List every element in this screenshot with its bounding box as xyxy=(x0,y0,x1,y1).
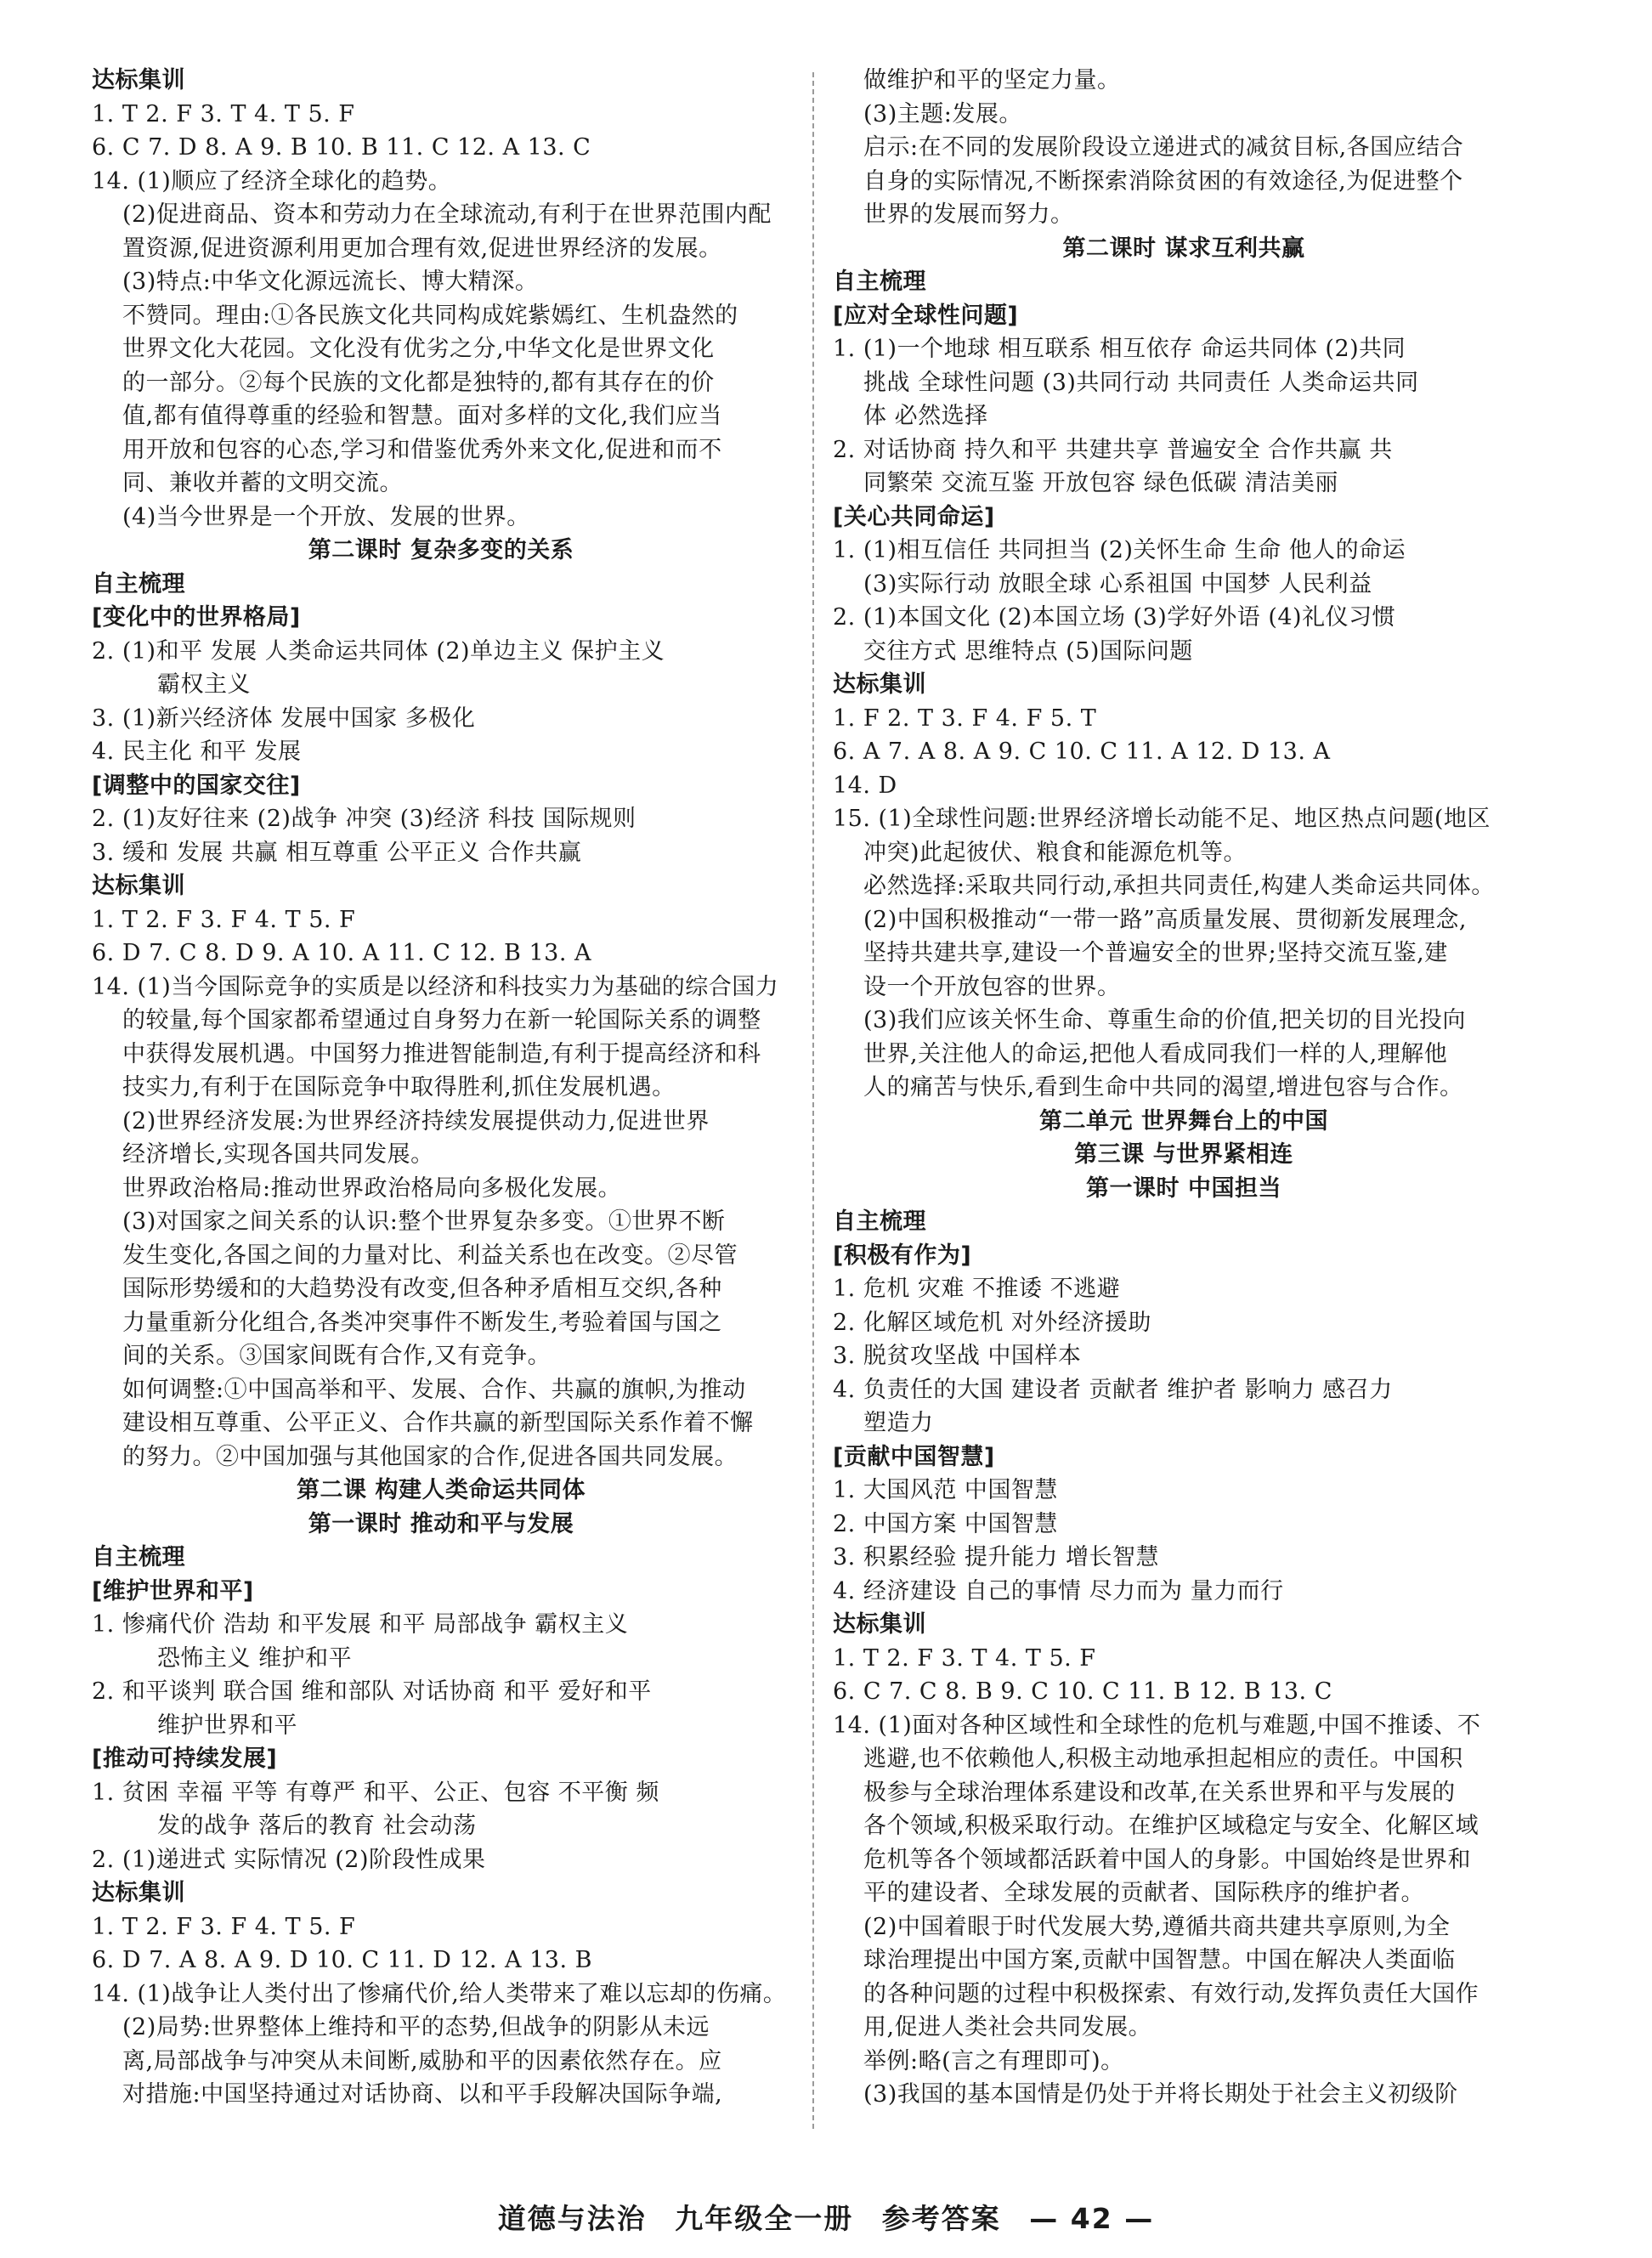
answer-line: 4. 经济建设 自己的事情 尽力而为 量力而行 xyxy=(833,1577,1284,1604)
answer-line: 建设相互尊重、公平正义、合作共赢的新型国际关系作着不懈 xyxy=(122,1410,754,1436)
subsection-heading: [调整中的国家交往] xyxy=(92,772,301,799)
section-heading: 达标集训 xyxy=(92,873,185,899)
answer-line: 1. (1)一个地球 相互联系 相互依存 命运共同体 (2)共同 xyxy=(833,336,1406,362)
answer-line: 交往方式 思维特点 (5)国际问题 xyxy=(863,637,1193,665)
lesson-title: 第二课时 谋求互利共赢 xyxy=(1062,235,1305,262)
lesson-title: 第二课时 复杂多变的关系 xyxy=(308,537,574,563)
lesson-title: 第二课 构建人类命运共同体 xyxy=(297,1477,586,1503)
answer-line: (3)我们应该关怀生命、尊重生命的价值,把关切的目光投向 xyxy=(863,1007,1466,1033)
answer-line: 1. 大国风范 中国智慧 xyxy=(833,1477,1058,1503)
footer-subject: 道德与法治 xyxy=(497,2202,647,2235)
answer-line: (2)中国积极推动“一带一路”高质量发展、贯彻新发展理念, xyxy=(863,906,1467,933)
answer-line: 1. T 2. F 3. T 4. T 5. F xyxy=(92,100,355,127)
answer-line: 置资源,促进资源利用更加合理有效,促进世界经济的发展。 xyxy=(122,235,722,262)
answer-line: 各个领域,积极采取行动。在维护区域稳定与安全、化解区域 xyxy=(863,1813,1479,1839)
subsection-heading: [贡献中国智慧] xyxy=(833,1443,995,1470)
answer-line: 1. 贫困 幸福 平等 有尊严 和平、公正、包容 不平衡 频 xyxy=(92,1779,659,1806)
answer-line: 球治理提出中国方案,贡献中国智慧。中国在解决人类面临 xyxy=(863,1947,1456,1973)
subsection-heading: [维护世界和平] xyxy=(92,1577,254,1604)
subsection-heading: [应对全球性问题] xyxy=(833,302,1019,329)
answer-line: 同、兼收并蓄的文明交流。 xyxy=(122,470,403,496)
answer-line: 1. 惨痛代价 浩劫 和平发展 和平 局部战争 霸权主义 xyxy=(92,1611,629,1638)
subsection-heading: [变化中的世界格局] xyxy=(92,604,301,631)
answer-line: 2. (1)递进式 实际情况 (2)阶段性成果 xyxy=(92,1846,486,1873)
answer-line: 技实力,有利于在国际竞争中取得胜利,抓住发展机遇。 xyxy=(122,1074,676,1101)
answer-line: 2. 和平谈判 联合国 维和部队 对话协商 和平 爱好和平 xyxy=(92,1678,652,1705)
lesson-title: 第三课 与世界紧相连 xyxy=(1074,1141,1293,1168)
answer-line: 3. (1)新兴经济体 发展中国家 多极化 xyxy=(92,705,476,732)
answer-line: 2. 化解区域危机 对外经济援助 xyxy=(833,1309,1151,1336)
left-answer-column xyxy=(92,64,790,2112)
section-heading: 自主梳理 xyxy=(92,570,185,597)
answer-line: (3)特点:中华文化源远流长、博大精深。 xyxy=(122,269,539,295)
answer-line: 6. C 7. D 8. A 9. B 10. B 11. C 12. A 13. C xyxy=(92,134,591,161)
answer-line: 自身的实际情况,不断探索消除贫困的有效途径,为促进整个 xyxy=(863,167,1463,195)
answer-line: 不赞同。理由:①各民族文化共同构成姹紫嫣红、生机盎然的 xyxy=(122,302,738,329)
answer-line: 2. (1)和平 发展 人类命运共同体 (2)单边主义 保护主义 xyxy=(92,637,665,665)
answer-line: 间的关系。③国家间既有合作,又有竞争。 xyxy=(122,1343,552,1369)
answer-line: 的努力。②中国加强与其他国家的合作,促进各国共同发展。 xyxy=(122,1443,738,1470)
section-heading: 自主梳理 xyxy=(92,1544,185,1570)
answer-line: 发生变化,各国之间的力量对比、利益关系也在改变。②尽管 xyxy=(122,1242,738,1269)
answer-line: (2)局势:世界整体上维持和平的态势,但战争的阴影从未远 xyxy=(122,2014,710,2040)
answer-line: 2. 中国方案 中国智慧 xyxy=(833,1510,1058,1537)
answer-line: 1. 危机 灾难 不推诿 不逃避 xyxy=(833,1276,1121,1302)
answer-line: 2. 对话协商 持久和平 共建共享 普遍安全 合作共赢 共 xyxy=(833,436,1393,463)
answer-line: 必然选择:采取共同行动,承担共同责任,构建人类命运共同体。 xyxy=(863,873,1495,899)
section-heading: 达标集训 xyxy=(92,67,185,93)
answer-line: 设一个开放包容的世界。 xyxy=(863,973,1121,1000)
answer-line: 对措施:中国坚持通过对话协商、以和平手段解决国际争端, xyxy=(122,2081,723,2108)
answer-line: 6. A 7. A 8. A 9. C 10. C 11. A 12. D 13. A xyxy=(833,739,1331,765)
answer-line: 做维护和平的坚定力量。 xyxy=(863,67,1121,93)
subsection-heading: [推动可持续发展] xyxy=(92,1746,278,1772)
section-heading: 达标集训 xyxy=(833,671,926,698)
answer-line: 人的痛苦与快乐,看到生命中共同的渴望,增进包容与合作。 xyxy=(863,1074,1463,1101)
answer-line: 4. 民主化 和平 发展 xyxy=(92,739,302,765)
answer-line: 14. (1)战争让人类付出了惨痛代价,给人类带来了难以忘却的伤痛。 xyxy=(92,1980,787,2007)
answer-line: 中获得发展机遇。中国努力推进智能制造,有利于提高经济和科 xyxy=(122,1040,761,1067)
answer-line: 14. (1)面对各种区域性和全球性的危机与难题,中国不推诿、不 xyxy=(833,1712,1481,1739)
answer-line: 用,促进人类社会共同发展。 xyxy=(863,2014,1152,2040)
answer-line: 1. (1)相互信任 共同担当 (2)关怀生命 生命 他人的命运 xyxy=(833,537,1406,563)
answer-line: 6. C 7. C 8. B 9. C 10. C 11. B 12. B 13. C xyxy=(833,1678,1332,1705)
answer-line: (2)世界经济发展:为世界经济持续发展提供动力,促进世界 xyxy=(122,1107,710,1135)
answer-line: 14. (1)当今国际竞争的实质是以经济和科技实力为基础的综合国力 xyxy=(92,973,779,1000)
answer-line: (3)我国的基本国情是仍处于并将长期处于社会主义初级阶 xyxy=(863,2081,1458,2108)
answer-line: 体 必然选择 xyxy=(863,403,988,429)
footer-label: 参考答案 xyxy=(881,2202,1001,2235)
lesson-title: 第一课时 推动和平与发展 xyxy=(308,1510,574,1537)
answer-line: 14. (1)顺应了经济全球化的趋势。 xyxy=(92,167,452,195)
answer-line: 的较量,每个国家都希望通过自身努力在新一轮国际关系的调整 xyxy=(122,1007,761,1033)
answer-line: 维护世界和平 xyxy=(157,1712,297,1739)
column-divider xyxy=(812,72,814,2129)
answer-line: 用开放和包容的心态,学习和借鉴优秀外来文化,促进和而不 xyxy=(122,436,722,463)
answer-line: 国际形势缓和的大趋势没有改变,但各种矛盾相互交织,各种 xyxy=(122,1276,722,1302)
answer-line: 3. 脱贫攻坚战 中国样本 xyxy=(833,1343,1082,1369)
answer-line: 4. 负责任的大国 建设者 贡献者 维护者 影响力 感召力 xyxy=(833,1376,1393,1403)
subsection-heading: [积极有作为] xyxy=(833,1242,972,1269)
answer-line: 世界的发展而努力。 xyxy=(863,201,1074,228)
lesson-title: 第二单元 世界舞台上的中国 xyxy=(1039,1107,1328,1135)
section-heading: 达标集训 xyxy=(92,1880,185,1906)
answer-line: 经济增长,实现各国共同发展。 xyxy=(122,1141,434,1168)
answer-line: 3. 积累经验 提升能力 增长智慧 xyxy=(833,1544,1160,1570)
answer-line: 极参与全球治理体系建设和改革,在关系世界和平与发展的 xyxy=(863,1779,1456,1806)
answer-line: 如何调整:①中国高举和平、发展、合作、共赢的旗帜,为推动 xyxy=(122,1376,746,1403)
answer-line: 恐怖主义 维护和平 xyxy=(157,1644,353,1672)
section-heading: 自主梳理 xyxy=(833,1208,926,1235)
answer-line: 2. (1)本国文化 (2)本国立场 (3)学好外语 (4)礼仪习惯 xyxy=(833,604,1396,631)
lesson-title: 第一课时 中国担当 xyxy=(1086,1174,1281,1202)
answer-line: 1. T 2. F 3. T 4. T 5. F xyxy=(833,1644,1096,1672)
answer-line: (3)主题:发展。 xyxy=(863,100,1022,127)
subsection-heading: [关心共同命运] xyxy=(833,503,995,530)
answer-line: 冲突)此起彼伏、粮食和能源危机等。 xyxy=(863,839,1247,866)
answer-line: 平的建设者、全球发展的贡献者、国际秩序的维护者。 xyxy=(863,1880,1424,1906)
section-heading: 达标集训 xyxy=(833,1611,926,1638)
answer-line: 危机等各个领域都活跃着中国人的身影。中国始终是世界和 xyxy=(863,1846,1471,1873)
answer-line: 6. D 7. A 8. A 9. D 10. C 11. D 12. A 13. B xyxy=(92,1947,592,1973)
answer-line: 举例:略(言之有理即可)。 xyxy=(863,2047,1124,2074)
answer-line: 世界文化大花园。文化没有优劣之分,中华文化是世界文化 xyxy=(122,336,715,362)
section-heading: 自主梳理 xyxy=(833,269,926,295)
answer-line: 同繁荣 交流互鉴 开放包容 绿色低碳 清洁美丽 xyxy=(863,470,1338,496)
answer-line: 1. F 2. T 3. F 4. F 5. T xyxy=(833,705,1097,732)
answer-line: 世界,关注他人的命运,把他人看成同我们一样的人,理解他 xyxy=(863,1040,1448,1067)
answer-line: 6. D 7. C 8. D 9. A 10. A 11. C 12. B 13. A xyxy=(92,940,591,966)
answer-line: (3)实际行动 放眼全球 心系祖国 中国梦 人民利益 xyxy=(863,570,1372,597)
footer-page-number: — 42 — xyxy=(1029,2202,1155,2235)
answer-line: 塑造力 xyxy=(863,1410,934,1436)
footer-grade: 九年级全一册 xyxy=(675,2202,854,2235)
answer-line: 世界政治格局:推动世界政治格局向多极化发展。 xyxy=(122,1174,622,1202)
answer-line: (3)对国家之间关系的认识:整个世界复杂多变。①世界不断 xyxy=(122,1208,726,1235)
answer-line: 离,局部战争与冲突从未间断,威胁和平的因素依然存在。应 xyxy=(122,2047,722,2074)
answer-line: (2)中国着眼于时代发展大势,遵循共商共建共享原则,为全 xyxy=(863,1913,1451,1940)
answer-line: 霸权主义 xyxy=(157,671,251,698)
answer-line: 力量重新分化组合,各类冲突事件不断发生,考验着国与国之 xyxy=(122,1309,722,1336)
answer-line: 启示:在不同的发展阶段设立递进式的减贫目标,各国应结合 xyxy=(863,134,1464,161)
answer-line: 的一部分。②每个民族的文化都是独特的,都有其存在的价 xyxy=(122,369,715,396)
answer-line: 1. T 2. F 3. F 4. T 5. F xyxy=(92,1913,356,1940)
answer-line: 14. D xyxy=(833,772,897,799)
page-footer xyxy=(0,2197,1652,2237)
right-answer-column xyxy=(833,64,1535,2112)
answer-line: 2. (1)友好往来 (2)战争 冲突 (3)经济 科技 国际规则 xyxy=(92,806,636,832)
answer-line: 值,都有值得尊重的经验和智慧。面对多样的文化,我们应当 xyxy=(122,403,722,429)
answer-line: 3. 缓和 发展 共赢 相互尊重 公平正义 合作共赢 xyxy=(92,839,582,866)
answer-line: 坚持共建共享,建设一个普遍安全的世界;坚持交流互鉴,建 xyxy=(863,940,1448,966)
answer-line: 挑战 全球性问题 (3)共同行动 共同责任 人类命运共同 xyxy=(863,369,1419,396)
answer-line: 1. T 2. F 3. F 4. T 5. F xyxy=(92,906,356,933)
answer-line: 发的战争 落后的教育 社会动荡 xyxy=(157,1813,477,1839)
answer-line: 15. (1)全球性问题:世界经济增长动能不足、地区热点问题(地区 xyxy=(833,806,1491,832)
answer-line: 逃避,也不依赖他人,积极主动地承担起相应的责任。中国积 xyxy=(863,1746,1463,1772)
answer-line: (2)促进商品、资本和劳动力在全球流动,有利于在世界范围内配 xyxy=(122,201,772,228)
answer-line: 的各种问题的过程中积极探索、有效行动,发挥负责任大国作 xyxy=(863,1980,1479,2007)
answer-line: (4)当今世界是一个开放、发展的世界。 xyxy=(122,503,530,530)
